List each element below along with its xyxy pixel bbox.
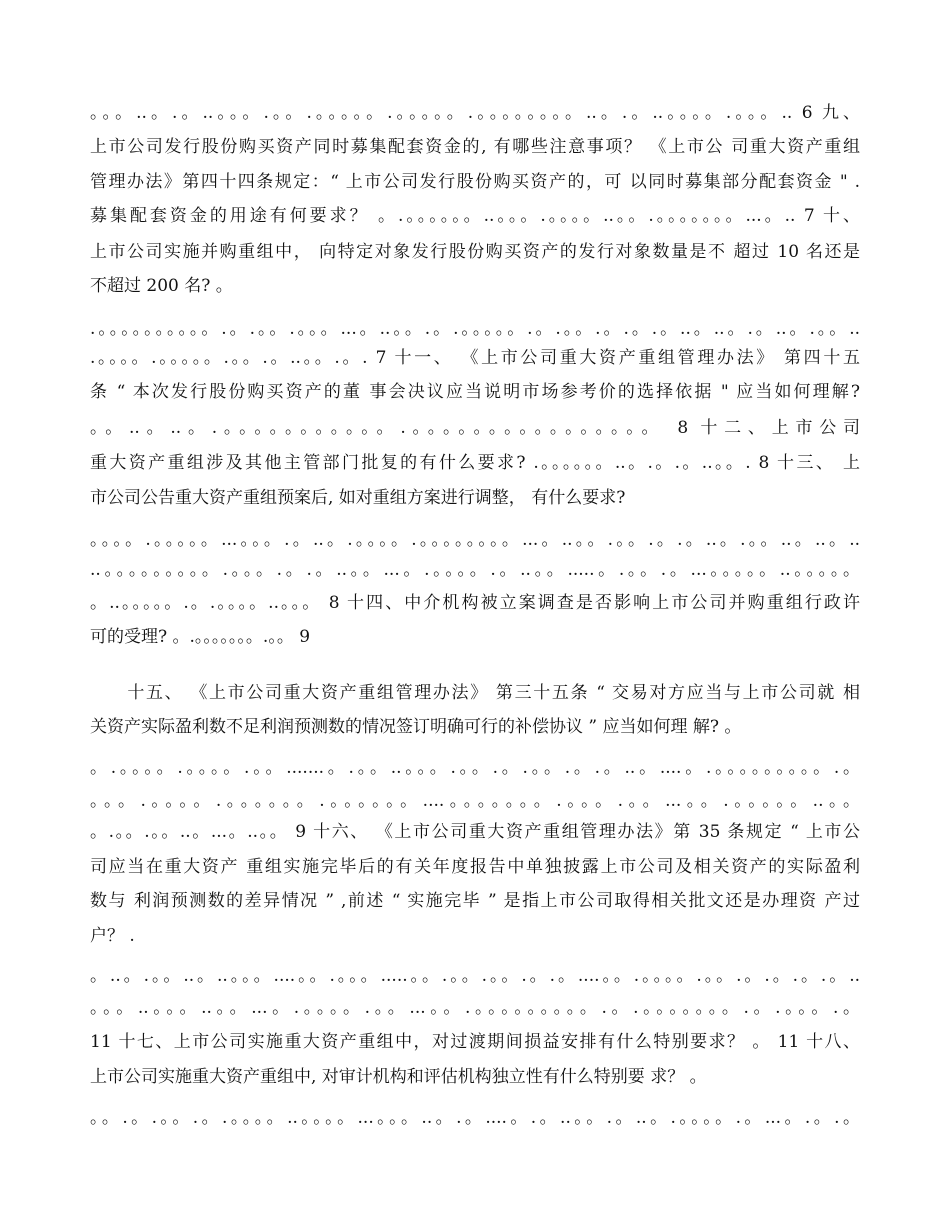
toc-line-28: 上市公司实施重大资产重组中, 对审计机构和评估机构独立性有什么特别要 求？ 。 — [90, 1067, 707, 1087]
toc-line-15: 。..。。。。。.。.。。。。..。。。 8 十四、中介机构被立案调查是否影响上市公司并购重组行政许 — [90, 593, 860, 613]
toc-line-22: 司应当在重大资产 重组实施完毕后的有关年度报告中单独披露上市公司及相关资产的实际盈利 — [90, 857, 860, 877]
toc-line-14: ..。。。。。。。。。.。。。.。.。..。。...。.。。。。.。..。。.....。.。。.。...。。。。。..。。。。。 — [90, 560, 860, 580]
toc-line-3: 管理办法》第四十四条规定：“ 上市公司发行股份购买资产的，可 以同时募集部分配套资金 " . — [90, 172, 860, 192]
toc-line-24: 户？ . — [90, 926, 135, 946]
toc-line-11: 重大资产重组涉及其他主管部门批复的有什么要求? .。。。。。。..。.。.。..。。. 8 十三、 上 — [90, 453, 860, 473]
toc-line-21: 。.。。.。。..。...。..。。 9 十六、 《上市公司重大资产重组管理办法》第 35 条规定 “ 上市公 — [90, 822, 860, 842]
toc-line-2: 上市公司发行股份购买资产同时募集配套资金的, 有哪些注意事项？ 《上市公 司重大资产重组 — [90, 137, 860, 157]
toc-line-16: 可的受理? 。.。。。。。。。.。。 9 — [90, 627, 311, 647]
toc-line-13: 。。。。.。。。。。...。。。.。..。.。。。。.。。。。。。。。...。..。。.。。.。.。..。.。。..。..。.. — [90, 530, 860, 550]
toc-line-29: 。。.。.。。.。.。。。。..。。。。...。。。..。.。....。.。..。。.。..。.。。。。.。...。.。.。 — [90, 1108, 860, 1128]
toc-line-27: 11 十七、上市公司实施重大资产重组中，对过渡期间损益安排有什么特别要求？ 。 11 十八、 — [90, 1032, 860, 1052]
toc-line-8: .。。。。.。。。。。.。。.。..。。.。. 7 十一、 《上市公司重大资产重组管理办法》 第四十五 — [90, 348, 860, 368]
toc-line-9: 条 “ 本次发行股份购买资产的董 事会决议应当说明市场参考价的选择依据 " 应当如何理解? — [90, 382, 860, 402]
toc-line-23: 数与 利润预测数的差异情况 ” ,前述 “ 实施完毕 ” 是指上市公司取得相关批文还是办理资 产过 — [90, 891, 860, 911]
toc-line-10: 。。..。..。.。。。。。。。。。。。.。。。。。。。。。。。。。。。。 8 十二、上市公司 — [90, 418, 860, 438]
toc-line-12: 市公司公告重大资产重组预案后, 如对重组方案进行调整， 有什么要求? — [90, 488, 626, 508]
toc-line-19: 。.。。。。.。。。。.。。.......。.。。..。。。.。。.。.。。.。.。..。....。.。。。。。。。。。.。 — [90, 758, 860, 778]
toc-line-18: 关资产实际盈利数不足利润预测数的情况签订明确可行的补偿协议 ” 应当如何理 解? 。 — [90, 717, 742, 737]
toc-line-4: 募集配套资金的用途有何要求？ 。.。。。。。。..。。。.。。。。..。。.。。。。。。。...。.. 7 十、 — [90, 206, 860, 226]
toc-line-26: 。。。..。。。..。。...。.。。。。.。。...。。.。。。。。。。。。.。.。。。。。。。.。.。。。.。 — [90, 998, 860, 1018]
toc-line-20: 。。。.。。。。.。。。。。。.。。。。。。....。。。。。。。.。。。.。。...。。.。。。。。..。。 — [90, 791, 860, 811]
toc-line-17: 十五、 《上市公司重大资产重组管理办法》 第三十五条 “ 交易对方应当与上市公司就 相 — [90, 683, 860, 703]
toc-line-1: 。。。..。.。..。。。.。。.。。。。。.。。。。。.。。。。。。。。..。.。..。。。。.。。。.. 6 九、 — [90, 103, 860, 123]
toc-line-5: 上市公司实施并购重组中， 向特定对象发行股份购买资产的发行对象数量是不 超过 10 名还是 — [90, 242, 860, 262]
toc-line-6: 不超过 200 名? 。 — [90, 276, 233, 296]
toc-line-7: .。。。。。。。。。。.。.。。.。。。...。..。。.。.。。。。。.。.。。.。.。.。..。..。.。..。.。。.. — [90, 319, 860, 339]
toc-line-25: 。..。.。。..。..。。。....。。.。。。.....。。.。。.。。.。.。....。。.。。。。.。。.。.。.。.。.. — [90, 966, 860, 986]
